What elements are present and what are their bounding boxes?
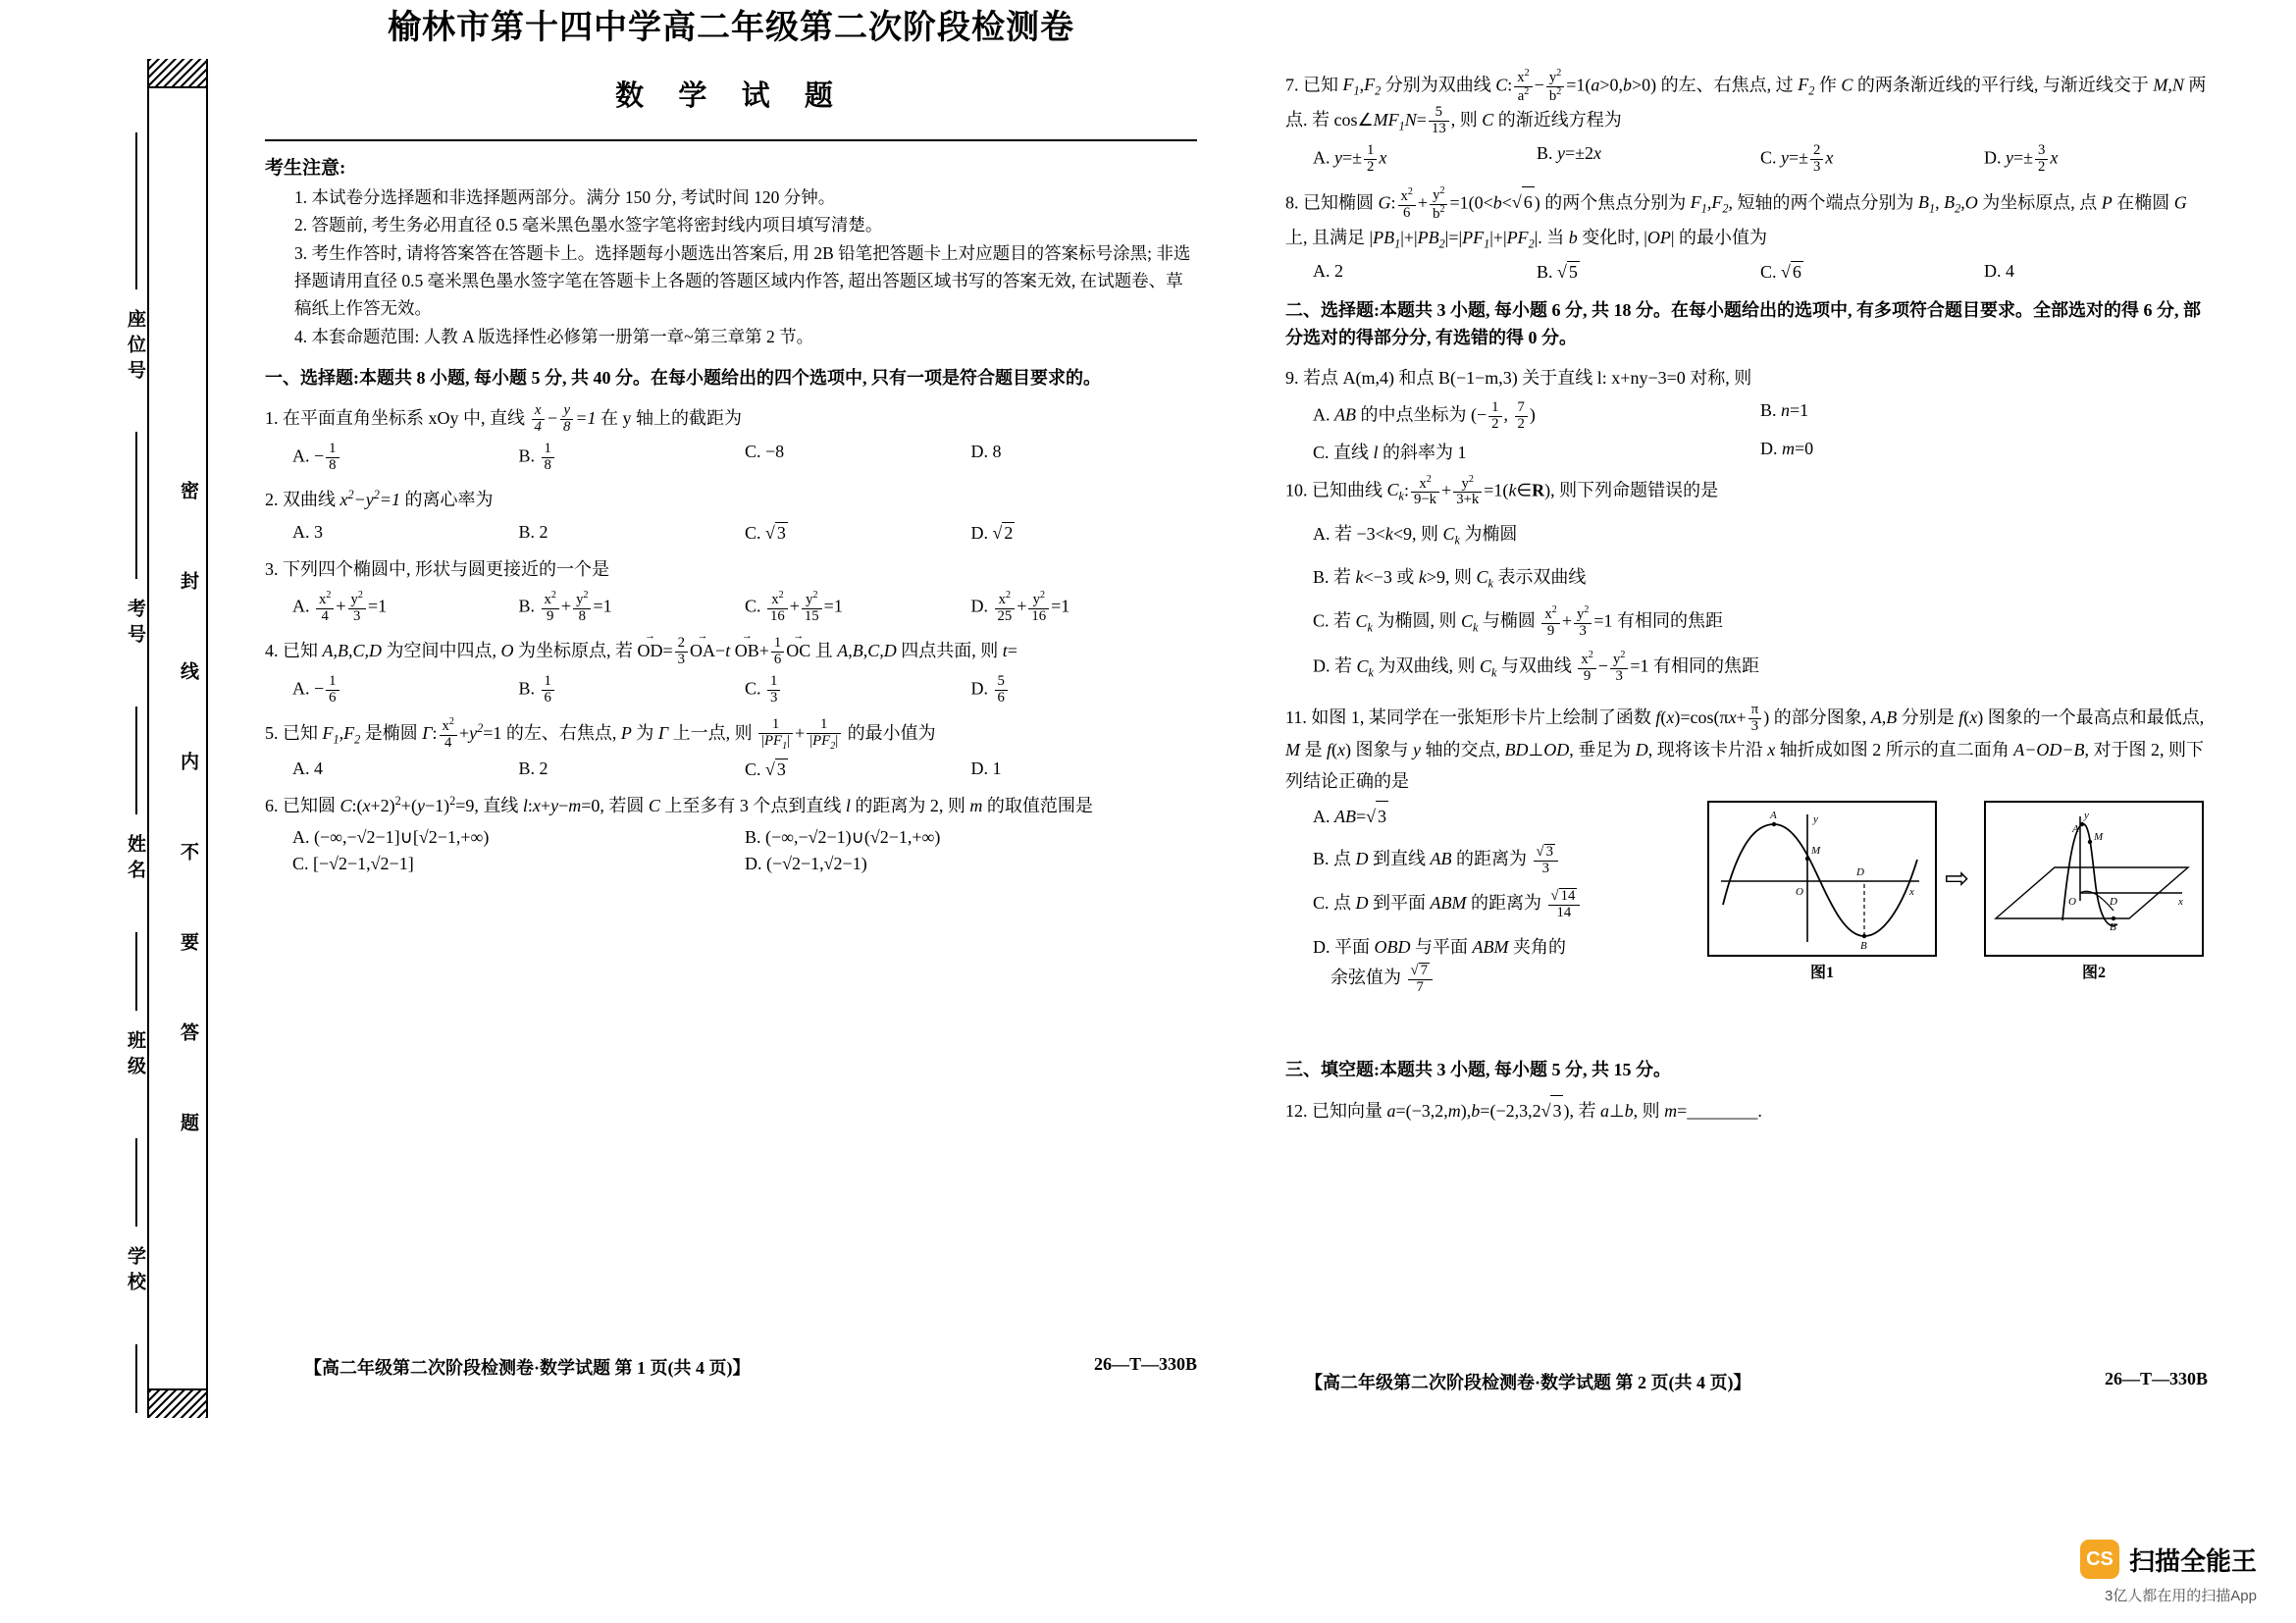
- question-7: 7. 已知 $F_1,F_2$ 分别为双曲线 C: $\frac{x^2}{a^2}$ − $\frac{y^2}{b^2}$ =1(a>0,b>0) 的左、右焦点, 过 $F_2$ 作 C 的两条渐近线的平行线, 与渐近线交于 M,N 两点. 若 $\cos\angle MF_1N=$ $\frac{5}{13}$ , 则 C 的渐近线方程为: [1285, 68, 2207, 137]
- seal-rule-5: [135, 1138, 137, 1227]
- camscanner-logo-icon: CS: [2080, 1540, 2119, 1579]
- svg-text:O: O: [1796, 886, 1803, 899]
- question-3: [265, 554, 1197, 586]
- figure-2-box: [1984, 801, 2204, 957]
- option-c[interactable]: C. √ 3: [745, 522, 971, 544]
- question-7-number: 7.: [1285, 75, 1299, 95]
- seal-label-seat: 座位号: [125, 309, 145, 386]
- question-11: 11. 如图 1, 某同学在一张矩形卡片上绘制了函数 f(x)=cos(πx+ $\frac{\pi}{3}$ ) 的部分图象, A,B 分别是 f(x) 图象的一个最高点和最低点, M 是 f(x) 图象与 y 轴的交点, BD⊥OD, 垂足为 D, 现将该卡片沿 x 轴折成如图 2 所示的直二面角 A−OD−B, 对于图 2, 则下列结论正确的是: [1285, 702, 2205, 791]
- figure-2-graph: [1986, 803, 2198, 951]
- question-11-number: 11.: [1285, 707, 1307, 727]
- option-a[interactable]: A. $\frac{x^2}{4}$ + $\frac{y^2}{3}$ =1: [292, 590, 388, 624]
- svg-text:A: A: [2072, 823, 2079, 836]
- watermark-row: [2080, 1540, 2257, 1579]
- option-c[interactable]: C. $\frac{x^2}{16}$ + $\frac{y^2}{15}$ =1: [745, 590, 843, 624]
- option-c[interactable]: C. 点 D 到平面 ABM 的距离为 √ $\frac{14}{14}$: [1313, 888, 1697, 921]
- question-2-number: 2.: [265, 490, 279, 510]
- figure-1-caption: 图1: [1809, 965, 1834, 982]
- question-6: 6. 已知圆 $C:(x+2)^2+(y-1)^2=9$, 直线 l:x+y−m=0, 若圆 C 上至多有 3 个点到直线 l 的距离为 2, 则 m 的取值范围是: [265, 793, 1093, 815]
- option-a[interactable]: A. 3: [292, 521, 323, 542]
- right-page-column: [1285, 68, 2208, 1392]
- question-2: 2. 双曲线 $x^2-y^2=1$ 的离心率为: [265, 488, 494, 510]
- question-5-options: [292, 759, 1197, 780]
- notice-list: [265, 183, 1197, 350]
- option-b[interactable]: B. $\frac{1}{8}$: [519, 442, 746, 474]
- section-2-label: 二、选择题:: [1285, 299, 1380, 320]
- right-footer-text: 【高二年级第二次阶段检测卷·数学试题 第 2 页(共 4 页)】: [1305, 1373, 1751, 1392]
- svg-text:M: M: [1811, 845, 1821, 858]
- question-4-options: [292, 674, 1197, 707]
- notice-item-3: 3. 考生作答时, 请将答案答在答题卡上。选择题每小题选出答案后, 用 2B 铅笔把答题卡上对应题目的答案标号涂黑; 非选择题请用直径 0.5 毫米黑色墨水签字笔在答题卡上各题的答题区域内作答, 超出答题区域书写的答案无效, 在试题卷、草稿纸上作答无效。: [294, 242, 1191, 319]
- option-b[interactable]: B. $\frac{1}{6}$: [519, 674, 746, 707]
- question-3-options: [292, 591, 1197, 625]
- section-1-text: 本题共 8 小题, 每小题 5 分, 共 40 分。在每小题给出的四个选项中, 只有一项是符合题目要求的。: [359, 368, 1101, 389]
- question-10-option-a[interactable]: A. 若 −3<k<9, 则 $C_k$ 为椭圆: [1313, 524, 1518, 548]
- option-d[interactable]: D. 4: [1984, 260, 2014, 281]
- watermark-subtitle: 3亿人都在用的扫描App: [2104, 1588, 2257, 1604]
- question-8: 8. 已知椭圆 G: $\frac{x^2}{6}$ + $\frac{y^2}{b^2}$ =1(0<b< √ 6 ) 的两个焦点分别为 $F_1,F_2$, 短轴的两个端点分别为 $B_1$, $B_2,O$ 为坐标原点, 点 P 在椭圆 G 上, 且满足 $|PB_1|+|PB_2|=|PF_1|+|PF_2|$. 当 b 变化时, |OP| 的最小值为: [1285, 186, 2208, 255]
- question-9-stem: 若点 A(m,4) 和点 B(−1−m,3) 关于直线 l: x+ny−3=0 对称, 则: [1303, 368, 1752, 389]
- figure-1-graph: [1709, 803, 1931, 951]
- option-b[interactable]: B. (−∞,−√2−1)∪(√2−1,+∞): [745, 827, 941, 848]
- right-footer: [1285, 1369, 2208, 1394]
- question-12-number: 12.: [1285, 1101, 1308, 1122]
- svg-text:B: B: [2110, 921, 2116, 934]
- seal-label-school: 学校: [125, 1246, 145, 1297]
- option-d[interactable]: D. 1: [970, 758, 1002, 778]
- option-d[interactable]: D. y=± $\frac{3}{2}$ x: [1984, 142, 2059, 175]
- seal-rule-2: [135, 432, 137, 579]
- svg-text:B: B: [1860, 940, 1867, 952]
- option-a[interactable]: A. AB= √ 3: [1313, 801, 1697, 833]
- seal-rule-6: [135, 1344, 137, 1413]
- section-3-heading: [1285, 1056, 2208, 1084]
- option-b[interactable]: B. √ 5: [1537, 261, 1760, 283]
- left-footer-text: 【高二年级第二次阶段检测卷·数学试题 第 1 页(共 4 页)】: [304, 1358, 751, 1378]
- svg-text:y: y: [1813, 813, 1818, 826]
- notice-item-4: 4. 本套命题范围: 人教 A 版选择性必修第一册第一章~第三章第 2 节。: [294, 326, 814, 346]
- seal-vertical-text: 密 封 线 内 不 要 答 题: [178, 481, 198, 1157]
- option-c[interactable]: C. $\frac{1}{3}$: [745, 674, 971, 707]
- seal-label-examno: 考号: [125, 599, 145, 650]
- option-a[interactable]: A. 2: [1313, 260, 1343, 281]
- notice-heading: 考生注意:: [265, 158, 346, 179]
- option-d[interactable]: D. 8: [970, 442, 1002, 462]
- svg-text:x: x: [1909, 886, 1914, 899]
- question-1: [265, 403, 1197, 436]
- question-1-options: [292, 442, 1197, 474]
- question-7-options: [1313, 143, 2208, 176]
- page-title: 榆林市第十四中学高二年级第二次阶段检测卷: [388, 10, 1074, 46]
- question-4: 4. 已知 A,B,C,D 为空间中四点, O 为坐标原点, 若 OD →= $\frac{2}{3}$ OA →−t OB →+ $\frac{1}{6}$ OC → 且 A,B,C,D 四点共面, 则 t=: [265, 636, 1197, 668]
- svg-text:A: A: [1770, 810, 1777, 822]
- option-a[interactable]: A. − $\frac{1}{6}$: [292, 674, 519, 707]
- left-page-column: [265, 0, 1197, 1378]
- notice-item-2: 2. 答题前, 考生务必用直径 0.5 毫米黑色墨水签字笔将密封线内项目填写清楚。: [294, 215, 883, 236]
- divider: [265, 139, 1197, 141]
- option-b[interactable]: B. 点 D 到直线 AB 的距离为 √ $\frac{3}{3}$: [1313, 844, 1697, 877]
- svg-text:D: D: [1856, 866, 1864, 879]
- option-b[interactable]: B. $\frac{x^2}{9}$ + $\frac{y^2}{8}$ =1: [518, 590, 612, 624]
- svg-text:x: x: [2178, 896, 2183, 909]
- left-footer-code: 26—T—330B: [1093, 1354, 1197, 1374]
- question-10: 10. 已知曲线 $C_k$: $\frac{x^2}{9-k}$ + $\frac{y^2}{3+k}$ =1(k∈R), 则下列命题错误的是: [1285, 473, 1719, 508]
- svg-text:y: y: [2084, 810, 2089, 822]
- question-9-number: 9.: [1285, 368, 1299, 389]
- question-10-option-d[interactable]: D. 若 $C_k$ 为双曲线, 则 $C_k$ 与双曲线 $\frac{x^2}{9}$ − $\frac{y^2}{3}$ =1 有相同的焦距: [1313, 650, 1759, 685]
- svg-text:O: O: [2068, 896, 2076, 909]
- question-5: 5. 已知 $F_1,F_2$ 是椭圆 Γ: $\frac{x^2}{4}$ $+y^2=1$ 的左、右焦点, P 为 Γ 上一点, 则 $\frac{1}{|PF_1|}$ + $\frac{1}{|PF_2|}$ 的最小值为: [265, 716, 936, 752]
- figure-1: [1707, 801, 1937, 982]
- option-a[interactable]: A. AB 的中点坐标为 (− $\frac{1}{2}$ , $\frac{7}{2}$ ): [1313, 398, 1536, 432]
- figure-2: [1984, 801, 2204, 982]
- question-11-body: [1285, 801, 2208, 1046]
- question-9-options-row2: [1313, 439, 2208, 464]
- question-12: 12. 已知向量 a=(−3,2,m),b=(−2,3,2 √ 3 ), 若 a⊥b, 则 m=________.: [1285, 1095, 2208, 1127]
- section-2-text: 本题共 3 小题, 每小题 6 分, 共 18 分。在每小题给出的选项中, 有多项符合题目要求。全部选对的得 6 分, 部分选对的得部分分, 有选错的得 0 分。: [1285, 299, 2201, 348]
- question-1-formula: $\frac{x}{4}$ − $\frac{y}{8}$ =1: [530, 408, 597, 428]
- question-6-options-row1: [292, 827, 1197, 848]
- question-6-options-row2: [292, 854, 1197, 874]
- option-b[interactable]: B. y=±2x: [1537, 143, 1602, 164]
- option-c[interactable]: C. √ 6: [1760, 261, 1984, 283]
- option-c[interactable]: C. 直线 l 的斜率为 1: [1313, 442, 1467, 462]
- question-1-stem-pre: 在平面直角坐标系 xOy 中, 直线: [283, 407, 530, 428]
- seal-fields: [59, 59, 198, 1418]
- option-d[interactable]: D. (−√2−1,√2−1): [745, 854, 867, 874]
- seal-rule-3: [135, 707, 137, 814]
- option-d[interactable]: D. 平面 OBD 与平面 ABM 夹角的 余弦值为 √ $\frac{7}{7}$: [1313, 932, 1697, 996]
- question-5-number: 5.: [265, 723, 279, 744]
- option-c[interactable]: C. −8: [745, 442, 785, 462]
- option-b[interactable]: B. n=1: [1760, 399, 1809, 420]
- question-4-number: 4.: [265, 640, 279, 660]
- option-c[interactable]: C. y=± $\frac{2}{3}$ x: [1760, 142, 1834, 175]
- section-3-label: 三、填空题:: [1285, 1060, 1380, 1080]
- watermark: [2080, 1540, 2257, 1605]
- section-1-heading: [265, 364, 1197, 393]
- seal-rule-4: [135, 932, 137, 1011]
- option-b[interactable]: B. 2: [518, 521, 548, 542]
- question-2-options: [292, 522, 1197, 544]
- option-d[interactable]: D. m=0: [1760, 438, 1814, 458]
- section-1-label: 一、选择题:: [265, 368, 359, 389]
- question-3-number: 3.: [265, 558, 279, 579]
- question-6-number: 6.: [265, 795, 279, 815]
- question-10-number: 10.: [1285, 480, 1308, 500]
- option-d[interactable]: D. √ 2: [971, 522, 1198, 544]
- svg-text:M: M: [2094, 831, 2104, 844]
- left-footer: [265, 1354, 1197, 1380]
- option-c[interactable]: C. [−√2−1,√2−1]: [292, 854, 414, 874]
- page-subtitle: 数 学 试 题: [615, 80, 847, 112]
- figure-1-box: [1707, 801, 1937, 957]
- arrow-icon: ⇨: [1945, 863, 1970, 896]
- question-3-stem: 下列四个椭圆中, 形状与圆更接近的一个是: [283, 558, 609, 579]
- question-11-options: [1285, 801, 1697, 996]
- question-9: [1285, 363, 2208, 394]
- seal-label-class: 班级: [125, 1030, 145, 1081]
- seal-label-name: 姓名: [125, 834, 145, 885]
- question-8-options: [1313, 261, 2208, 283]
- option-a[interactable]: A. − $\frac{1}{8}$: [292, 442, 519, 474]
- option-a[interactable]: A. 4: [292, 758, 323, 778]
- question-1-stem-post: 在 y 轴上的截距为: [596, 407, 743, 428]
- option-d[interactable]: D. $\frac{x^2}{25}$ + $\frac{y^2}{16}$ =1: [970, 590, 1070, 624]
- section-3-text: 本题共 3 小题, 每小题 5 分, 共 15 分。: [1380, 1060, 1671, 1080]
- question-10-option-b[interactable]: B. 若 k<−3 或 k>9, 则 $C_k$ 表示双曲线: [1313, 567, 1587, 591]
- svg-text:D: D: [2110, 896, 2117, 909]
- option-c[interactable]: C. √ 3: [745, 759, 971, 780]
- watermark-title: 扫描全能王: [2128, 1545, 2257, 1576]
- right-footer-code: 26—T—330B: [2104, 1369, 2208, 1388]
- notice-item-1: 1. 本试卷分选择题和非选择题两部分。满分 150 分, 考试时间 120 分钟。: [294, 187, 836, 207]
- question-9-options-row1: [1313, 400, 2208, 433]
- seal-rule-1: [135, 132, 137, 289]
- figure-2-caption: 图2: [2081, 965, 2106, 982]
- section-2-heading: [1285, 296, 2208, 353]
- option-b[interactable]: B. 2: [518, 758, 548, 778]
- option-a[interactable]: A. y=± $\frac{1}{2}$ x: [1313, 142, 1387, 175]
- option-a[interactable]: A. (−∞,−√2−1]∪[√2−1,+∞): [292, 827, 490, 848]
- option-d[interactable]: D. $\frac{5}{6}$: [971, 674, 1198, 707]
- question-8-number: 8.: [1285, 192, 1299, 213]
- question-10-option-c[interactable]: C. 若 $C_k$ 为椭圆, 则 $C_k$ 与椭圆 $\frac{x^2}{9}$ + $\frac{y^2}{3}$ =1 有相同的焦距: [1313, 604, 1724, 640]
- question-1-number: 1.: [265, 407, 279, 428]
